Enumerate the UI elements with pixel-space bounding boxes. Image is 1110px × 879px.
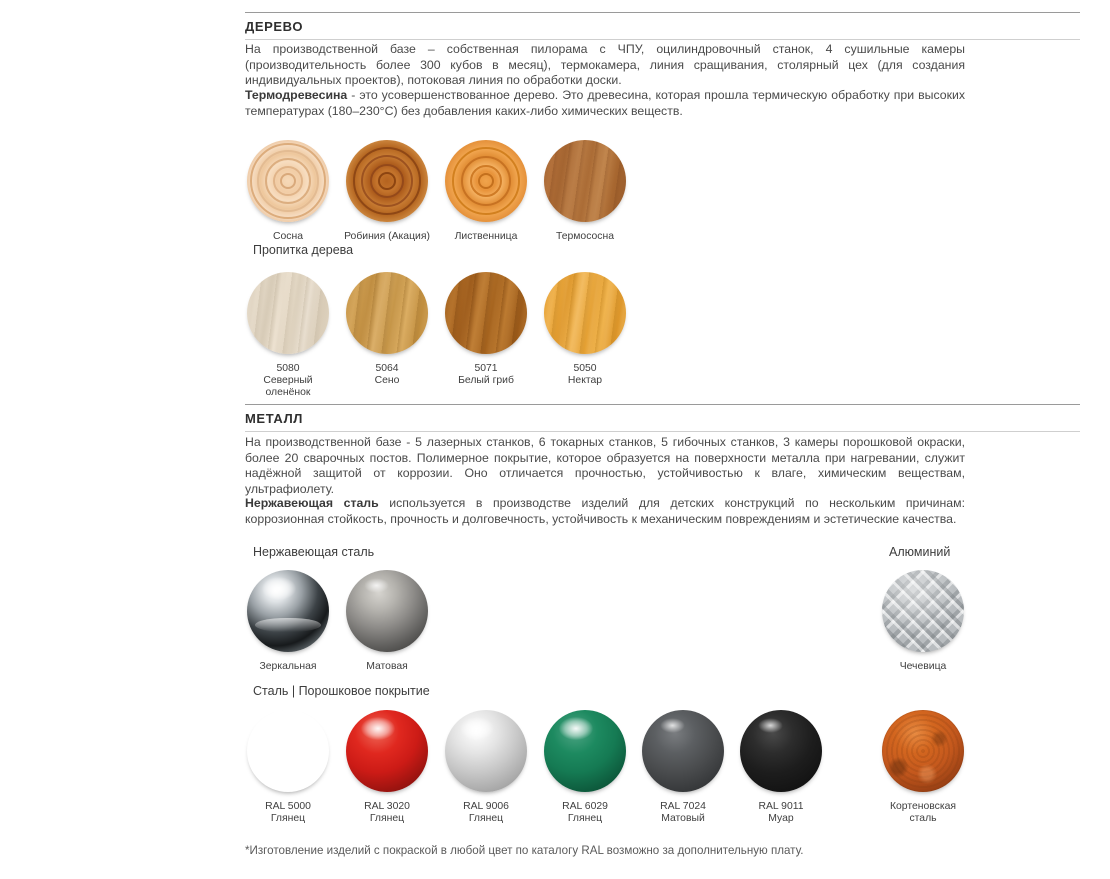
paint-ball-ral-9006 <box>445 710 527 792</box>
swatch-name: Матовая <box>366 661 408 672</box>
swatch-name: 5080 <box>276 363 300 374</box>
swatch-mirror-steel[interactable] <box>245 570 331 673</box>
highlight <box>361 717 395 740</box>
highlight <box>660 718 685 733</box>
swatch-matte-steel[interactable] <box>344 570 430 673</box>
swatch-sub: Глянец <box>369 813 405 824</box>
wood-grain <box>346 272 428 354</box>
swatch-name: RAL 9006 <box>463 801 509 812</box>
swatch-name: RAL 7024 <box>660 801 706 812</box>
swatch-aluminium-lens[interactable] <box>880 570 966 673</box>
swatch-caption <box>245 801 331 825</box>
swatch-name: RAL 6029 <box>562 801 608 812</box>
swatch-name: Лиственница <box>454 231 518 242</box>
divider-bottom <box>245 39 1080 40</box>
swatch-caption <box>443 231 529 243</box>
swatch-caption <box>245 363 331 399</box>
swatch-caption <box>245 231 331 243</box>
reflection <box>255 618 321 633</box>
wood-disc-5050 <box>544 272 626 354</box>
swatch-name: Термососна <box>555 231 615 242</box>
swatch-name: Робиния (Акация) <box>344 231 430 242</box>
swatch-caption <box>344 363 430 387</box>
metal-paragraph-2-text: используется в производстве изделий для детских конструкций по нескольким причинам: коррозионная стойкость, прочность и долговечность, устойчивость к механическим повреждениям и эстетические качества. <box>245 496 965 526</box>
swatch-ral-9011[interactable] <box>738 710 824 825</box>
highlight <box>262 577 296 600</box>
swatch-caption <box>880 801 966 825</box>
swatch-name: RAL 3020 <box>364 801 410 812</box>
paint-ball-ral-3020 <box>346 710 428 792</box>
swatch-5071[interactable] <box>443 272 529 387</box>
swatch-caption <box>344 661 430 673</box>
swatch-caption <box>542 231 628 243</box>
highlight <box>364 578 389 593</box>
swatch-ral-5000[interactable] <box>245 710 331 825</box>
divider-bottom <box>245 431 1080 432</box>
paint-ball-ral-6029 <box>544 710 626 792</box>
swatch-caption <box>443 801 529 825</box>
section-title-wood: ДЕРЕВО <box>245 19 304 34</box>
growth-rings <box>346 140 428 222</box>
wood-paragraph-1: На производственной базе – собственная пилорама с ЧПУ, оцилиндровочный станок, 4 сушильные камеры (производительность более 300 кубов в месяц), термокамера, линия сращивания, столярный цех (для создания индивидуальных проектов), потоковая линия по обработки доски. <box>245 42 965 87</box>
swatch-caption <box>542 363 628 387</box>
paint-ball-ral-7024 <box>642 710 724 792</box>
swatch-ral-7024[interactable] <box>640 710 726 825</box>
swatch-caption <box>640 801 726 825</box>
swatch-sub: Глянец <box>270 813 306 824</box>
swatch-name: RAL 9011 <box>758 801 804 812</box>
section-header-metal <box>245 404 1080 432</box>
growth-rings <box>247 140 329 222</box>
swatch-listvennica[interactable] <box>443 140 529 243</box>
swatch-name: Зеркальная <box>259 661 317 672</box>
rust-texture <box>882 710 964 792</box>
section-header-wood <box>245 12 1080 40</box>
swatch-caption <box>245 661 331 673</box>
swatch-ral-9006[interactable] <box>443 710 529 825</box>
swatch-robinia[interactable] <box>344 140 430 243</box>
growth-rings <box>445 140 527 222</box>
wood-paragraph-2-bold: Термодревесина <box>245 88 348 102</box>
wood-disc-5080 <box>247 272 329 354</box>
swatch-5080[interactable] <box>245 272 331 399</box>
steel-ball-matte <box>346 570 428 652</box>
swatch-ral-3020[interactable] <box>344 710 430 825</box>
swatch-sub: Нектар <box>567 375 603 386</box>
wood-disc-sosna <box>247 140 329 222</box>
metal-paragraph-2 <box>245 496 965 527</box>
paint-ball-corten <box>882 710 964 792</box>
swatch-name: Чечевица <box>899 661 947 672</box>
subhead-wood-impregnation: Пропитка дерева <box>253 243 354 257</box>
wood-grain <box>544 140 626 222</box>
highlight <box>559 717 593 740</box>
metal-paragraph-2-bold: Нержавеющая сталь <box>245 496 379 510</box>
subhead-aluminium: Алюминий <box>889 545 951 559</box>
wood-disc-robinia <box>346 140 428 222</box>
swatch-name: Сосна <box>273 231 303 242</box>
metal-paragraph-1: На производственной базе - 5 лазерных станков, 6 токарных станков, 5 гибочных станков, 3 камеры порошковой окраски, более 20 сварочных постов. Полимерное покрытие, которое образуется на поверхности металла при нагревании, служит надёжной защитой от коррозии. Оно отличается прочностью, устойчивостью к влаге, химическим веществам, ультрафиолету. <box>245 435 965 496</box>
swatch-ral-6029[interactable] <box>542 710 628 825</box>
paint-ball-ral-9011 <box>740 710 822 792</box>
swatch-name: 5050 <box>573 363 597 374</box>
swatch-caption <box>542 801 628 825</box>
wood-disc-5071 <box>445 272 527 354</box>
swatch-sosna[interactable] <box>245 140 331 243</box>
swatch-sub: Глянец <box>567 813 603 824</box>
swatch-sub: Сено <box>374 375 400 386</box>
highlight <box>882 570 964 652</box>
swatch-termososna[interactable] <box>542 140 628 243</box>
swatch-caption <box>344 231 430 243</box>
wood-grain <box>247 272 329 354</box>
wood-paragraph-2-text: - это усовершенствованное дерево. Это древесина, которая прошла термическую обработку при высоких температурах (180–230°C) без добавления каких-либо химических веществ. <box>245 88 965 118</box>
footnote: *Изготовление изделий с покраской в любой цвет по каталогу RAL возможно за дополнительную плату. <box>245 844 804 857</box>
highlight <box>460 717 494 740</box>
swatch-corten-steel[interactable] <box>880 710 966 825</box>
swatch-name: RAL 5000 <box>265 801 311 812</box>
swatch-sub: Муар <box>768 813 794 824</box>
wood-disc-termososna <box>544 140 626 222</box>
subhead-powder-coating-label: Сталь | Порошковое покрытие <box>253 684 430 698</box>
swatch-sub: Северный оленёнок <box>263 375 313 398</box>
wood-grain <box>544 272 626 354</box>
highlight <box>262 717 296 740</box>
swatch-name: 5071 <box>474 363 498 374</box>
swatch-caption <box>443 363 529 387</box>
swatch-sub: Глянец <box>468 813 504 824</box>
swatch-sub: Матовый <box>661 813 705 824</box>
swatch-caption <box>738 801 824 825</box>
swatch-5064[interactable] <box>344 272 430 387</box>
swatch-caption <box>344 801 430 825</box>
highlight <box>758 718 783 733</box>
swatch-sub: Белый гриб <box>458 375 514 386</box>
wood-grain <box>445 272 527 354</box>
paint-ball-ral-5000 <box>247 710 329 792</box>
swatch-5050[interactable] <box>542 272 628 387</box>
section-title-metal: МЕТАЛЛ <box>245 411 304 426</box>
swatch-name: 5064 <box>375 363 399 374</box>
aluminium-disc-chechevica <box>882 570 964 652</box>
steel-ball-mirror <box>247 570 329 652</box>
wood-disc-5064 <box>346 272 428 354</box>
wood-disc-listvennica <box>445 140 527 222</box>
wood-paragraph-2 <box>245 88 965 119</box>
subhead-stainless: Нержавеющая сталь <box>253 545 375 559</box>
swatch-name: Кортеновская сталь <box>889 801 957 824</box>
subhead-powder-coating <box>253 684 430 698</box>
swatch-caption <box>880 661 966 673</box>
